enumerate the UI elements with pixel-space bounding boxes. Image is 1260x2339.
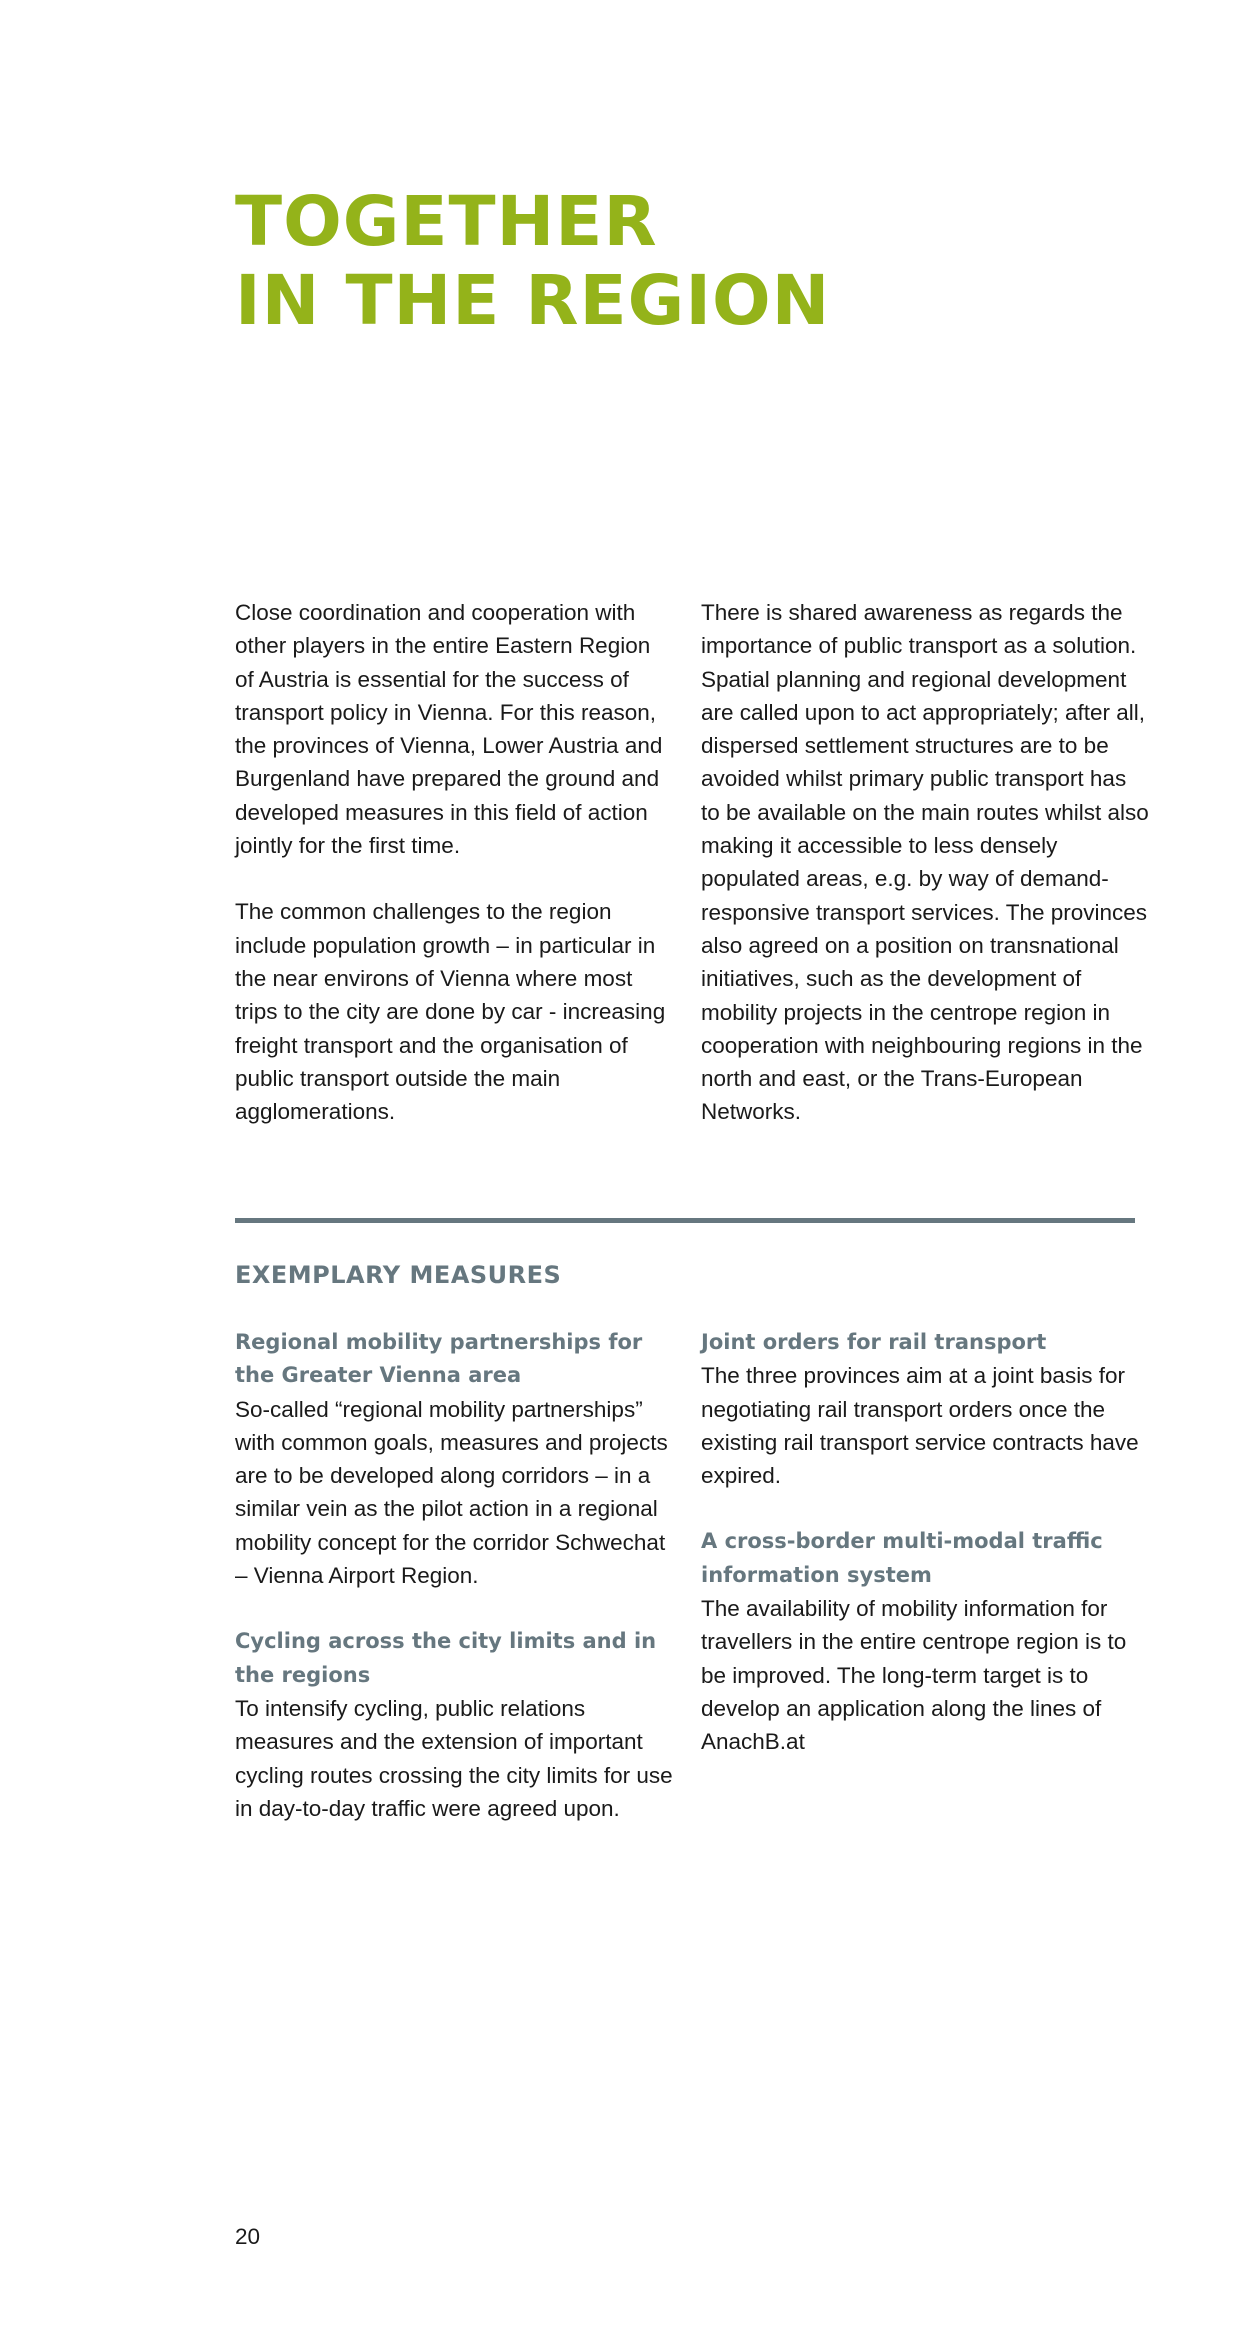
measure-title: Cycling across the city limits and in the regions xyxy=(235,1629,657,1687)
measure-title: A cross-border multi-modal traffic information system xyxy=(701,1529,1103,1587)
measure-item xyxy=(235,1326,675,1592)
measure-body: The three provinces aim at a joint basis for negotiating rail transport orders once the existing rail transport service contracts have expired. xyxy=(701,1363,1139,1489)
page-title-line-1: TOGETHER xyxy=(235,182,658,262)
measure-item xyxy=(701,1525,1151,1758)
intro-column-left xyxy=(235,596,675,1161)
page-title-line-2: IN THE REGION xyxy=(235,261,831,341)
section-divider xyxy=(235,1218,1135,1223)
measure-title: Joint orders for rail transport xyxy=(701,1330,1047,1354)
measure-body: To intensify cycling, public relations measures and the extension of important cycling routes crossing the city limits for use in day-to-day traffic were agreed upon. xyxy=(235,1695,673,1821)
measure-item xyxy=(701,1326,1151,1492)
measure-body: The availability of mobility information for travellers in the entire centrope region is to be improved. The long-term target is to develop an application along the lines of AnachB.at xyxy=(701,1596,1127,1755)
intro-paragraph: Close coordination and cooperation with other players in the entire Eastern Region of Austria is essential for the success of transport policy in Vienna. For this reason, the provinces of Vienna, Lower Austria and Burgenland have prepared the ground and developed measures in this field of action jointly for the first time. xyxy=(235,600,663,859)
page-number: 20 xyxy=(235,2224,261,2249)
section-heading: EXEMPLARY MEASURES xyxy=(235,1261,562,1289)
page-title xyxy=(235,183,830,341)
measure-title: Regional mobility partnerships for the Greater Vienna area xyxy=(235,1330,643,1388)
measures-column-right xyxy=(701,1326,1151,1792)
measures-column-left xyxy=(235,1326,675,1858)
intro-column-right xyxy=(701,596,1151,1162)
intro-paragraph: There is shared awareness as regards the importance of public transport as a solution. Spatial planning and regional development are called upon to act appropriately; after all, dispersed settlement structures are to be avoided whilst primary public transport has to be available on the main routes whilst also making it accessible to less densely populated areas, e.g. by way of demand-responsive transport services. The provinces also agreed on a position on transnational initiatives, such as the development of mobility projects in the centrope region in cooperation with neighbouring regions in the north and east, or the Trans-European Networks. xyxy=(701,600,1149,1125)
intro-paragraph: The common challenges to the region include population growth – in particular in the near environs of Vienna where most trips to the city are done by car - increasing freight transport and the organisation of public transport outside the main agglomerations. xyxy=(235,899,666,1125)
measure-item xyxy=(235,1625,675,1825)
measure-body: So-called “regional mobility partnerships” with common goals, measures and projects are to be developed along corridors – in a similar vein as the pilot action in a regional mobility concept for the corridor Schwechat – Vienna Airport Region. xyxy=(235,1396,668,1589)
